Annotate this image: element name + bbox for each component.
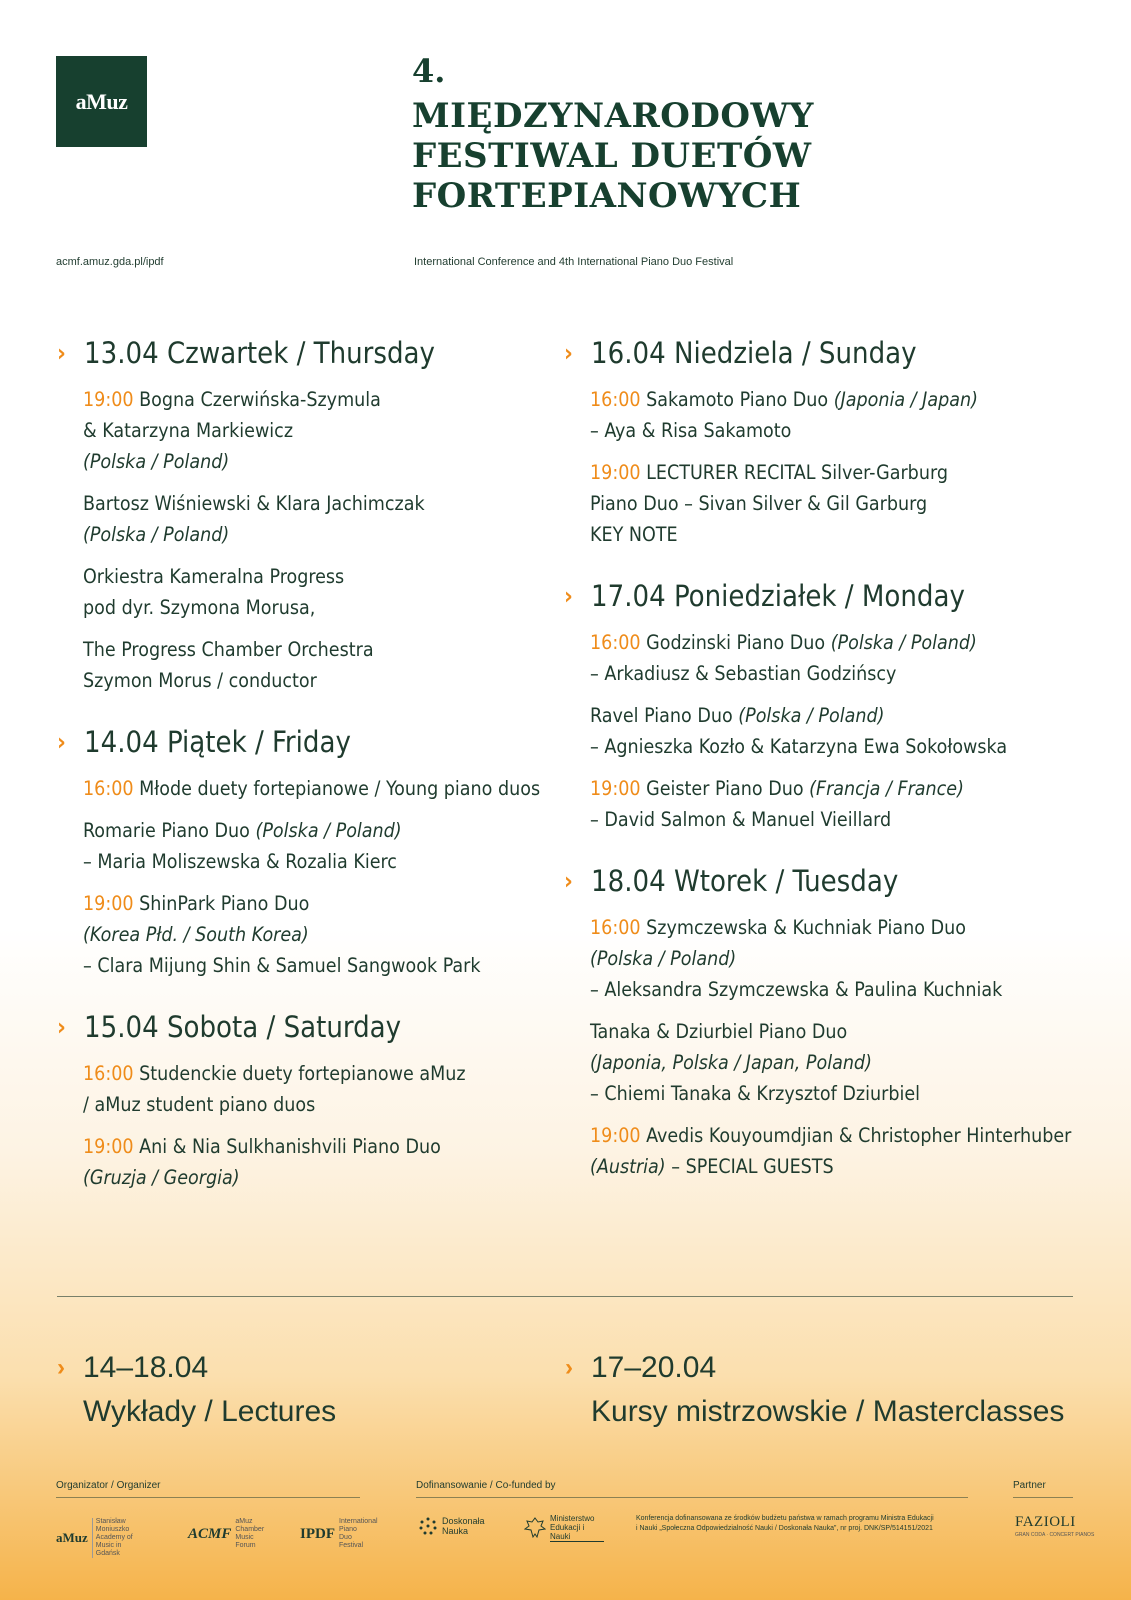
funding-note [636,1514,976,1534]
event [590,384,1083,446]
event-text: – Aleksandra Szymczewska & Paulina Kuchniak [590,978,1003,1001]
partner-label: Partner [1013,1480,1046,1491]
event-time: 16:00 [590,388,641,411]
amuz-logo: aMuz [56,56,147,147]
event-text: Ravel Piano Duo [590,704,733,727]
day-heading: 18.04 Wtorek / Tuesday [591,864,899,898]
cofunded-label: Dofinansowanie / Co-funded by [416,1480,556,1491]
event [83,561,526,623]
event-country: (Japonia, Polska / Japan, Poland) [590,1051,872,1074]
event-text: Ani & Nia Sulkhanishvili Piano Duo [139,1135,441,1158]
event-text: – Aya & Risa Sakamoto [590,419,792,442]
footer-divider [56,1497,360,1498]
masterclasses-label: Kursy mistrzowskie / Masterclasses [591,1395,1065,1428]
event-country: (Japonia / Japan) [833,388,978,411]
event-text: Bartosz Wiśniewski & Klara Jachimczak [83,492,425,515]
event [83,1131,526,1193]
day-18-04 [563,861,1083,1182]
footer-divider [1013,1497,1073,1498]
event [590,1016,1083,1109]
event-country: (Gruzja / Georgia) [83,1166,240,1189]
funding-note-line: i Nauki „Społeczna Odpowiedzialność Nauki / Doskonała Nauka”, nr proj. DNK/SP/514151/2021 [636,1525,933,1532]
event-text: – Agnieszka Kozło & Katarzyna Ewa Sokołowska [590,735,1008,758]
funding-note-line: Konferencja dofinansowana ze środków budżetu państwa w ramach programu Ministra Edukacji [636,1515,934,1522]
event-text: KEY NOTE [590,523,678,546]
event-text: – SPECIAL GUESTS [665,1155,834,1178]
event-text: Sakamoto Piano Duo [646,388,829,411]
event-text: & Katarzyna Markiewicz [83,419,294,442]
chevron-right-icon: › [564,582,573,610]
acmf-logo: ACMF aMuz Chamber Music Forum [188,1518,265,1549]
event-time: 19:00 [83,892,134,915]
day-heading: 17.04 Poniedziałek / Monday [591,579,965,613]
title-line-1: MIĘDZYNARODOWY [412,96,814,136]
ipdf-logo: IPDF International Piano Duo Festival [300,1518,378,1549]
event-text: Młode duety fortepianowe / Young piano duos [139,777,541,800]
festival-title [412,96,814,216]
event-text: – David Salmon & Manuel Vieillard [590,808,892,831]
event [83,488,526,550]
event-time: 16:00 [590,916,641,939]
left-column [56,333,541,1207]
edition-number: 4. [412,52,446,90]
event-time: 16:00 [83,777,134,800]
eagle-emblem-icon [524,1516,546,1540]
event-text: – Clara Mijung Shin & Samuel Sangwook Park [83,954,481,977]
event-country: (Austria) [590,1155,666,1178]
lectures-date: 14–18.04 [83,1351,209,1384]
event-text: Studenckie duety fortepianowe aMuz [139,1062,466,1085]
festival-subtitle: International Conference and 4th International Piano Duo Festival [414,256,734,268]
event-text: Godzinski Piano Duo [646,631,826,654]
event [590,1120,1083,1182]
right-column [563,333,1083,1196]
event-time: 19:00 [83,388,134,411]
chevron-right-icon: › [57,339,66,367]
event [590,912,1083,1005]
day-heading: 14.04 Piątek / Friday [84,725,351,759]
event [590,457,1083,550]
event-text: Piano Duo – Sivan Silver & Gil Garburg [590,492,928,515]
event-country: (Polska / Poland) [83,450,230,473]
masterclasses-date: 17–20.04 [591,1351,717,1384]
event-text: Geister Piano Duo [646,777,804,800]
event-text: Bogna Czerwińska-Szymula [139,388,381,411]
event-text: – Arkadiusz & Sebastian Godzińscy [590,662,897,685]
event [83,815,526,877]
event-time: 16:00 [590,631,641,654]
event-text: Orkiestra Kameralna Progress [83,565,345,588]
day-15-04 [56,1007,526,1193]
lectures-label: Wykłady / Lectures [83,1395,337,1428]
event-time: 19:00 [590,461,641,484]
event [590,627,1083,689]
event-country: (Korea Płd. / South Korea) [83,923,309,946]
amuz-footer-logo: aMuz Stanisław Moniuszko Academy of Music in Gdańsk [56,1518,146,1558]
event-text: ShinPark Piano Duo [139,892,310,915]
event-time: 19:00 [590,1124,641,1147]
title-line-3: FORTEPIANOWYCH [412,176,802,216]
event-text: Szymon Morus / conductor [83,669,317,692]
day-16-04 [563,333,1083,550]
day-17-04 [563,576,1083,835]
lectures-block [57,1346,337,1434]
website-url[interactable]: acmf.amuz.gda.pl/ipdf [56,256,164,268]
event-text: Szymczewska & Kuchniak Piano Duo [646,916,966,939]
day-heading: 13.04 Czwartek / Thursday [84,336,435,370]
event-time: 19:00 [83,1135,134,1158]
day-heading: 15.04 Sobota / Saturday [84,1010,402,1044]
masterclasses-block [565,1346,1065,1434]
event [83,1058,526,1120]
event [83,888,526,981]
event [83,634,526,696]
day-14-04 [56,722,541,981]
footer-divider [416,1497,968,1498]
event-time: 16:00 [83,1062,134,1085]
ministry-logo: Ministerstwo Edukacji i Nauki [524,1514,604,1542]
event-country: (Polska / Poland) [738,704,885,727]
chevron-right-icon: › [565,1354,573,1381]
event [590,700,1083,762]
title-line-2: FESTIWAL DUETÓW [412,136,812,176]
event [590,773,1083,835]
event-time: 19:00 [590,777,641,800]
organizer-label: Organizator / Organizer [56,1480,161,1491]
chevron-right-icon: › [564,339,573,367]
event-text: / aMuz student piano duos [83,1093,316,1116]
day-13-04 [56,333,526,696]
event-country: (Francja / France) [809,777,964,800]
event-country: (Polska / Poland) [830,631,977,654]
chevron-right-icon: › [57,1013,66,1041]
event-text: pod dyr. Szymona Morusa, [83,596,316,619]
section-divider [57,1296,1073,1297]
doskonala-nauka-logo: Doskonała Nauka [418,1516,490,1536]
event [83,384,526,477]
event [83,773,541,804]
event-text: LECTURER RECITAL Silver-Garburg [646,461,948,484]
event-text: – Chiemi Tanaka & Krzysztof Dziurbiel [590,1082,921,1105]
event-text: Avedis Kouyoumdjian & Christopher Hinterhuber [646,1124,1072,1147]
event-text: Tanaka & Dziurbiel Piano Duo [590,1020,848,1043]
dots-icon [418,1516,438,1536]
chevron-right-icon: › [57,728,66,756]
chevron-right-icon: › [564,867,573,895]
chevron-right-icon: › [57,1354,65,1381]
fazioli-logo: FAZIOLI GRAN CODA · CONCERT PIANOS [1015,1514,1095,1538]
event-country: (Polska / Poland) [83,523,230,546]
event-country: (Polska / Poland) [590,947,737,970]
event-text: – Maria Moliszewska & Rozalia Kierc [83,850,397,873]
event-text: Romarie Piano Duo [83,819,250,842]
event-country: (Polska / Poland) [255,819,402,842]
event-text: The Progress Chamber Orchestra [83,638,374,661]
day-heading: 16.04 Niedziela / Sunday [591,336,917,370]
